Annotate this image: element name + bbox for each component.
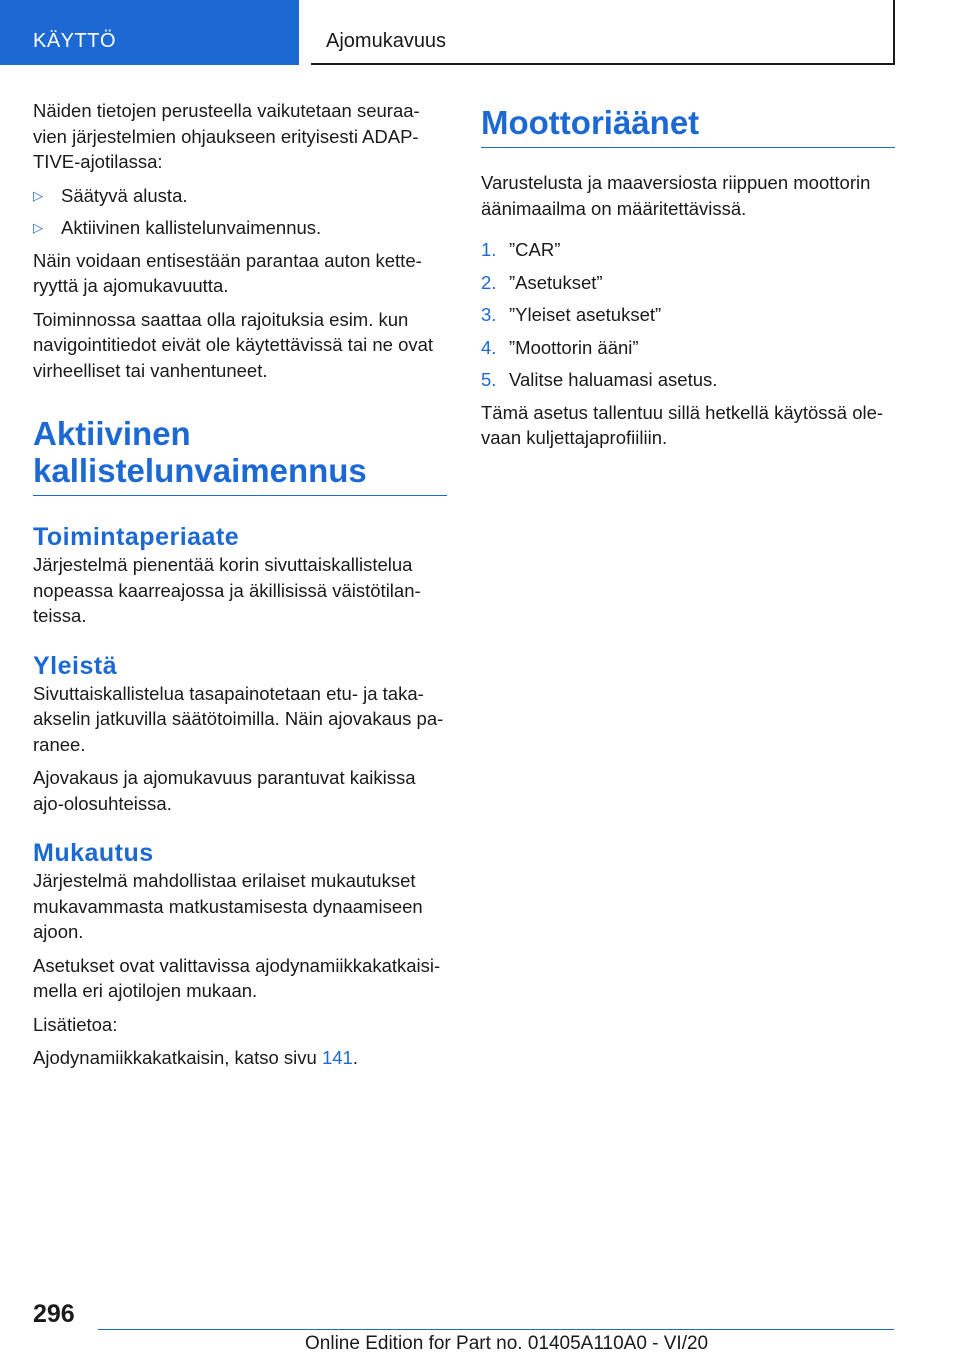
paragraph: Näin voidaan entisestään parantaa auton kette- ryyttä ja ajomukavuutta. <box>33 249 422 296</box>
steps-list <box>481 237 895 393</box>
edition-text: Online Edition for Part no. 01405A110A0 - VI/20 <box>305 1333 709 1354</box>
section-tab <box>0 0 299 65</box>
step-item <box>481 367 895 393</box>
chapter-title: Ajomukavuus <box>326 30 447 52</box>
paragraph: Tämä asetus tallentuu sillä hetkellä käytössä ole- vaan kuljettajaprofiiliin. <box>481 401 884 448</box>
list-item-text: Aktiivinen kallistelunvaimennus. <box>61 217 322 238</box>
section-heading <box>33 415 447 496</box>
section-title-line2: kallistelunvaimennus <box>33 452 367 489</box>
step-text: ”Yleiset asetukset” <box>509 304 662 325</box>
step-number: 2. <box>481 271 497 293</box>
more-info-end: . <box>352 1047 358 1068</box>
triangle-bullet-icon: ▷ <box>33 187 43 203</box>
step-text: ”Moottorin ääni” <box>509 336 639 358</box>
intro-paragraph: Näiden tietojen perusteella vaikutetaan seuraa- vien järjestelmien ohjaukseen erityisesti ADAP- TIVE-ajotilassa: <box>33 100 420 172</box>
right-column <box>481 98 895 459</box>
triangle-bullet-icon: ▷ <box>33 220 43 235</box>
list-item-text: Säätyvä alusta. <box>61 184 188 206</box>
footer-divider <box>98 1329 894 1330</box>
intro-paragraph: Varustelusta ja maaversiosta riippuen moottorin äänimaailma on määritettävissä. <box>481 172 871 219</box>
step-number: 1. <box>481 239 497 260</box>
step-item <box>481 270 895 296</box>
section-heading <box>481 104 895 148</box>
left-column <box>33 98 447 1079</box>
step-text: ”Asetukset” <box>509 271 603 293</box>
step-item <box>481 302 895 328</box>
paragraph: Ajovakaus ja ajomukavuus parantuvat kaikissa ajo-olosuhteissa. <box>33 767 416 814</box>
section-title: Moottoriäänet <box>481 104 700 141</box>
section-label: KÄYTTÖ <box>33 30 117 52</box>
step-item <box>481 335 895 361</box>
page-link[interactable]: 141 <box>321 1047 353 1068</box>
subheading-toimintaperiaate: Toimintaperiaate <box>33 523 240 551</box>
paragraph: Järjestelmä mahdollistaa erilaiset mukautukset mukavammasta matkustamisesta dynaamiseen ajoon. <box>33 870 423 942</box>
paragraph: Asetukset ovat valittavissa ajodynamiikkakatkaisi- mella eri ajotilojen mukaan. <box>33 954 441 1001</box>
step-number: 4. <box>481 336 497 358</box>
page-number: 296 <box>33 1300 75 1328</box>
list-item <box>33 183 447 209</box>
paragraph: Toiminnossa saattaa olla rajoituksia esim. kun navigointitiedot eivät ole käytettävissä tai ne ovat virheelliset tai vanhentuneet. <box>33 308 434 381</box>
more-info-label: Lisätietoa: <box>33 1013 118 1035</box>
chapter-header <box>311 0 895 65</box>
step-text: Valitse haluamasi asetus. <box>509 369 718 390</box>
step-item <box>481 237 895 263</box>
bullet-list <box>33 183 447 241</box>
step-number: 3. <box>481 304 497 325</box>
subheading-yleista: Yleistä <box>33 651 118 680</box>
list-item <box>33 215 447 241</box>
paragraph: Sivuttaiskallistelua tasapainotetaan etu- ja taka- akselin jatkuvilla säätötoimilla. Näin ajovakaus pa- ranee. <box>33 682 444 755</box>
more-info-paragraph <box>33 1045 447 1071</box>
more-info-text: Ajodynamiikkakatkaisin, katso sivu <box>33 1047 317 1068</box>
step-text: ”CAR” <box>509 239 561 260</box>
paragraph: Järjestelmä pienentää korin sivuttaiskallistelua nopeassa kaarreajossa ja äkillisissä väistötilan- teissa. <box>33 554 421 626</box>
subheading-mukautus: Mukautus <box>33 839 154 867</box>
section-title-line1: Aktiivinen <box>33 415 191 452</box>
step-number: 5. <box>481 369 497 390</box>
